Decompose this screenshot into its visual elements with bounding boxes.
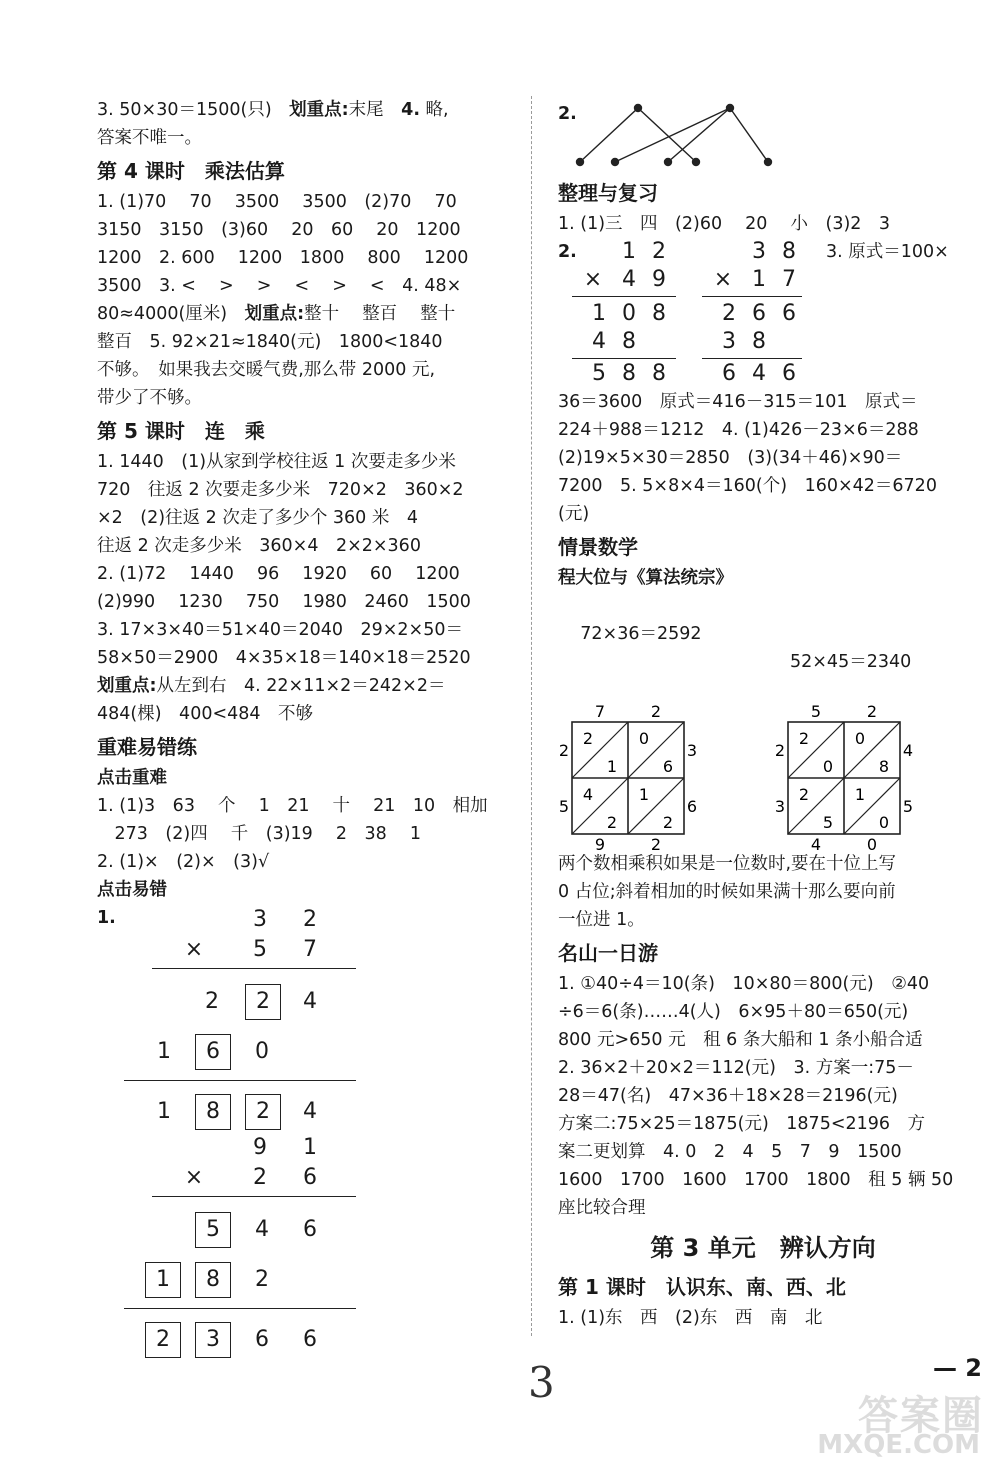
lattice-digit: 5	[822, 813, 834, 832]
answer-line: 1. ①40÷4＝10(条) 10×80＝800(元) ②40	[558, 974, 930, 994]
line-matching-answer	[558, 96, 968, 174]
answer-line: 1. (1)东 西 (2)东 西 南 北	[558, 1308, 823, 1328]
lattice-label: 2	[866, 704, 878, 721]
lattice-digit: 0	[878, 813, 890, 832]
answer-line: 整百 5. 92×21≈1840(元) 1800<1840	[97, 332, 443, 352]
digit: 4	[303, 989, 317, 1014]
times-sign: ×	[184, 1165, 204, 1190]
digit: 6	[303, 1217, 317, 1242]
digit: 8	[652, 301, 666, 326]
lattice-label: 4	[902, 741, 914, 760]
lattice-digit: 1	[854, 785, 866, 804]
watermark: 答案圈	[858, 1393, 984, 1439]
lattice-digit: 8	[878, 757, 890, 776]
subsection-heading: 点击易错	[97, 880, 167, 900]
lattice-label: 0	[866, 835, 878, 850]
digit: 6	[303, 1327, 317, 1352]
digit: 3	[253, 907, 267, 932]
digit: 8	[206, 1267, 220, 1292]
answer-line: 0 占位;斜着相加的时候如果满十那么要向前	[558, 882, 896, 902]
answer-line: 3. 原式＝100×	[826, 242, 949, 262]
rule-line	[124, 1308, 356, 1309]
answer-line: 1200 2. 600 1200 1800 800 1200	[97, 248, 469, 268]
times-sign: ×	[184, 937, 204, 962]
answer-line: 两个数相乘积如果是一位数时,要在十位上写	[558, 854, 897, 874]
lattice-label: 7	[594, 704, 606, 721]
lattice-digit: 2	[798, 729, 810, 748]
answer-line: 36＝3600 原式＝416－315＝101 原式＝	[558, 392, 918, 412]
digit: 5	[253, 937, 267, 962]
answer-line: 一位进 1。	[558, 910, 645, 930]
digit: 3	[206, 1327, 220, 1352]
rule-line	[572, 296, 676, 297]
answer-line: 80≈4000(厘米) 划重点:整十 整百 整十	[97, 304, 456, 324]
answer-line: 2. (1)× (2)× (3)√	[97, 852, 270, 872]
times-sign: ×	[713, 267, 733, 292]
lattice-label: 2	[650, 704, 662, 721]
answer-line: (2)19×5×30＝2850 (3)(34＋46)×90＝	[558, 448, 903, 468]
digit: 3	[752, 239, 766, 264]
page-number: — 2	[932, 1354, 982, 1382]
answer-line: (2)990 1230 750 1980 2460 1500	[97, 592, 471, 612]
digit: 7	[303, 937, 317, 962]
digit: 4	[592, 329, 606, 354]
digit: 5	[592, 361, 606, 386]
lattice-label: 6	[686, 797, 698, 816]
lattice-label: 4	[810, 835, 822, 850]
lattice-label: 2	[558, 741, 570, 760]
digit: 2	[303, 907, 317, 932]
digit: 4	[622, 267, 636, 292]
lesson-heading: 第 5 课时 连 乘	[97, 419, 265, 443]
digit: 2	[652, 239, 666, 264]
lattice-digit: 6	[662, 757, 674, 776]
digit: 1	[156, 1267, 170, 1292]
digit: 3	[722, 329, 736, 354]
lattice-label: 2	[650, 835, 662, 850]
answer-line: 3500 3. < > > < > < 4. 48×	[97, 276, 462, 296]
equation: 72×36＝2592	[580, 624, 702, 644]
answer-line: ×2 (2)往返 2 次走了多少个 360 米 4	[97, 508, 419, 528]
rule-line	[152, 968, 356, 969]
question-number: 2.	[558, 242, 577, 262]
digit: 7	[782, 267, 796, 292]
answer-line: 不够。 如果我去交暖气费,那么带 2000 元,	[97, 360, 436, 380]
lattice-label: 5	[810, 704, 822, 721]
answer-line: 3. 50×30＝1500(只) 划重点:末尾 4. 略,	[97, 100, 449, 120]
lattice-label: 5	[902, 797, 914, 816]
lattice-label: 2	[774, 741, 786, 760]
answer-line: 800 元>650 元 租 6 条大船和 1 条小船合适	[558, 1030, 923, 1050]
answer-line: 1. 1440 (1)从家到学校往返 1 次要走多少米	[97, 452, 456, 472]
digit: 8	[622, 361, 636, 386]
digit: 6	[722, 361, 736, 386]
section-heading: 重难易错练	[97, 735, 197, 759]
left-column	[97, 96, 517, 1364]
digit: 2	[255, 1267, 269, 1292]
lesson-heading: 第 1 课时 认识东、南、西、北	[558, 1275, 846, 1299]
digit: 1	[157, 1099, 171, 1124]
section-heading: 情景数学	[558, 535, 638, 559]
lattice-digit: 4	[582, 785, 594, 804]
digit: 2	[156, 1327, 170, 1352]
answer-line: 3. 17×3×40＝51×40＝2040 29×2×50＝	[97, 620, 463, 640]
answer-line: 58×50＝2900 4×35×18＝140×18＝2520	[97, 648, 471, 668]
lattice-digit: 1	[638, 785, 650, 804]
digit: 6	[206, 1039, 220, 1064]
lattice-label: 3	[774, 797, 786, 816]
section-heading: 名山一日游	[558, 941, 658, 965]
digit: 8	[206, 1099, 220, 1124]
lattice-label: 9	[594, 835, 606, 850]
rule-line	[702, 358, 802, 359]
answer-line: 方案二:75×25＝1875(元) 1875<2196 方	[558, 1114, 926, 1134]
digit: 9	[652, 267, 666, 292]
rule-line	[124, 1080, 356, 1081]
answer-line: 273 (2)四 千 (3)19 2 38 1	[97, 824, 421, 844]
digit: 6	[782, 361, 796, 386]
lattice-digit: 0	[854, 729, 866, 748]
digit: 1	[752, 267, 766, 292]
digit: 0	[255, 1039, 269, 1064]
section-heading: 整理与复习	[558, 181, 658, 205]
digit: 8	[782, 239, 796, 264]
answer-line: 28＝47(名) 47×36＋18×28＝2196(元)	[558, 1086, 898, 1106]
lattice-digit: 2	[798, 785, 810, 804]
digit: 1	[157, 1039, 171, 1064]
digit: 2	[256, 989, 270, 1014]
answer-line: 2. 36×2＋20×2＝112(元) 3. 方案一:75－	[558, 1058, 914, 1078]
answer-line: 1. (1)70 70 3500 3500 (2)70 70	[97, 192, 457, 212]
answer-line: 划重点:从左到右 4. 22×11×2＝242×2＝	[97, 676, 446, 696]
digit: 5	[206, 1217, 220, 1242]
answer-line: 答案不唯一。	[97, 128, 202, 148]
answer-line: 2. (1)72 1440 96 1920 60 1200	[97, 564, 460, 584]
digit: 1	[592, 301, 606, 326]
answer-line: 往返 2 次走多少米 360×4 2×2×360	[97, 536, 421, 556]
digit: 4	[255, 1217, 269, 1242]
right-column	[558, 96, 968, 1332]
matching-lines-diagram	[558, 96, 798, 174]
answer-line: 带少了不够。	[97, 388, 202, 408]
digit: 2	[205, 989, 219, 1014]
answer-line: 1600 1700 1600 1700 1800 租 5 辆 50	[558, 1170, 954, 1190]
lesson-heading: 第 4 课时 乘法估算	[97, 159, 285, 183]
lattice-grid-a	[559, 704, 697, 850]
lattice-label: 5	[558, 797, 570, 816]
digit: 9	[253, 1135, 267, 1160]
rule-line	[572, 358, 676, 359]
lattice-digit: 0	[638, 729, 650, 748]
subsection-heading: 程大位与《算法统宗》	[558, 568, 733, 588]
answer-line: ÷6＝6(条)……4(人) 6×95＋80＝650(元)	[558, 1002, 909, 1022]
digit: 8	[622, 329, 636, 354]
digit: 6	[782, 301, 796, 326]
digit: 6	[255, 1327, 269, 1352]
column-divider	[531, 96, 532, 1336]
handwritten-mark: 3	[528, 1358, 555, 1407]
digit: 6	[303, 1165, 317, 1190]
lattice-digit: 2	[662, 813, 674, 832]
answer-line: (元)	[558, 504, 590, 524]
lattice-digit: 1	[606, 757, 618, 776]
answer-line: 224＋988＝1212 4. (1)426－23×6＝288	[558, 420, 919, 440]
rule-line	[702, 296, 802, 297]
answer-line: 案二更划算 4. 0 2 4 5 7 9 1500	[558, 1142, 902, 1162]
watermark-url: MXQE.COM	[817, 1430, 980, 1460]
digit: 2	[722, 301, 736, 326]
digit: 2	[253, 1165, 267, 1190]
unit-heading: 第 3 单元 辨认方向	[650, 1234, 876, 1262]
lattice-label: 3	[686, 741, 698, 760]
lattice-digit: 0	[822, 757, 834, 776]
question-number: 2.	[558, 104, 577, 124]
answer-line: 1. (1)三 四 (2)60 20 小 (3)2 3	[558, 214, 891, 234]
answer-line: 1. (1)3 63 个 1 21 十 21 10 相加	[97, 796, 488, 816]
digit: 1	[303, 1135, 317, 1160]
lattice-diagram	[558, 704, 968, 850]
equation-line	[558, 592, 968, 704]
lattice-grids	[558, 704, 968, 850]
rule-line	[152, 1196, 356, 1197]
digit: 1	[622, 239, 636, 264]
lattice-digit: 2	[606, 813, 618, 832]
equation: 52×45＝2340	[790, 652, 912, 672]
vertical-multiplications	[558, 238, 968, 388]
digit: 4	[303, 1099, 317, 1124]
vertical-multiplication-1	[97, 904, 517, 1134]
vertical-multiplication-2	[97, 1134, 517, 1364]
digit: 6	[752, 301, 766, 326]
question-number: 1.	[97, 908, 116, 928]
answer-line: 7200 5. 5×8×4＝160(个) 160×42＝6720	[558, 476, 937, 496]
lattice-grid-b	[775, 704, 913, 850]
digit: 0	[622, 301, 636, 326]
times-sign: ×	[583, 267, 603, 292]
digit: 8	[652, 361, 666, 386]
answer-line: 座比较合理	[558, 1198, 646, 1218]
digit: 2	[256, 1099, 270, 1124]
answer-line: 484(棵) 400<484 不够	[97, 704, 314, 724]
answer-line: 3150 3150 (3)60 20 60 20 1200	[97, 220, 461, 240]
digit: 4	[752, 361, 766, 386]
answer-line: 720 往返 2 次要走多少米 720×2 360×2	[97, 480, 464, 500]
digit: 8	[752, 329, 766, 354]
lattice-digit: 2	[582, 729, 594, 748]
subsection-heading: 点击重难	[97, 768, 167, 788]
